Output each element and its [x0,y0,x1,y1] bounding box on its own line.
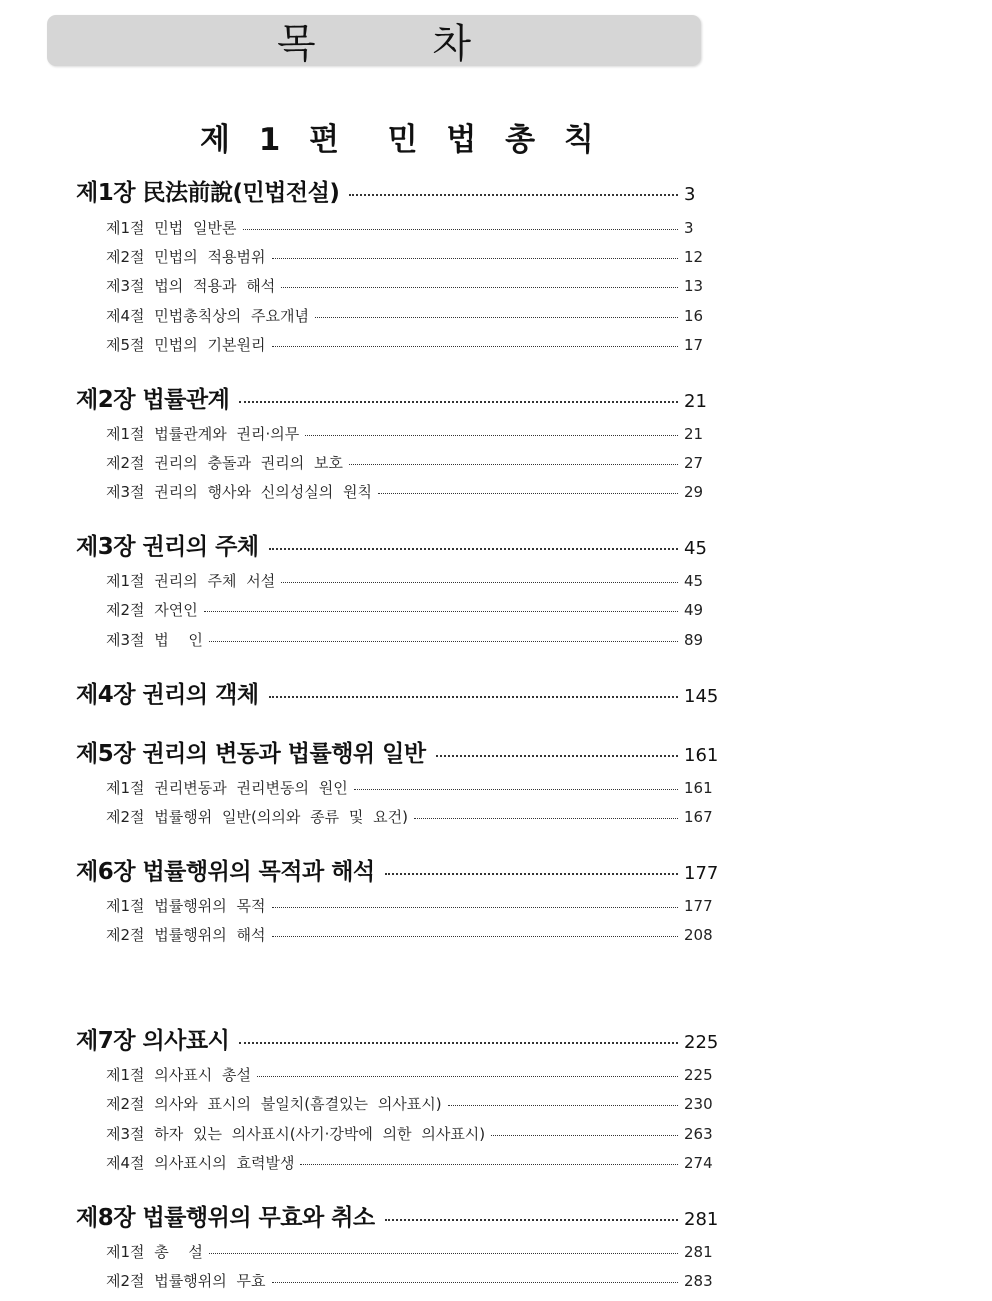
toc-section[interactable] [0,217,992,243]
toc-chapter[interactable] [0,853,992,887]
toc-label: 제6장 법률행위의 목적과 해석 [76,859,375,885]
dot-leader [272,1282,679,1283]
toc-section[interactable] [0,1241,992,1267]
toc-page-number: 263 [684,1125,713,1143]
dot-leader [239,401,678,403]
toc-section[interactable] [0,924,992,950]
toc-label: 제1절 총 설 [106,1243,203,1261]
dot-leader [239,1042,678,1044]
toc-label: 제1장 民法前說(민법전설) [76,180,340,206]
toc-page-number: 225 [684,1032,719,1053]
toc-header-title: 목 차 [277,21,523,67]
dot-leader [349,464,678,465]
toc-page-number: 89 [684,631,704,649]
dot-leader [272,936,679,937]
toc-page-number: 225 [684,1066,713,1084]
toc-page-number: 21 [684,425,704,443]
toc-page-number: 230 [684,1095,713,1113]
toc-section[interactable] [0,629,992,655]
toc-label: 제5장 권리의 변동과 법률행위 일반 [76,741,426,767]
toc-page-number: 281 [684,1243,713,1261]
toc-page-number: 281 [684,1209,719,1230]
dot-leader [378,493,678,494]
toc-label: 제4절 민법총칙상의 주요개념 [106,307,309,325]
dot-leader [209,641,678,642]
toc-section[interactable] [0,570,992,596]
toc-label: 제2절 민법의 적용범위 [106,248,266,266]
toc-page-number: 208 [684,926,713,944]
toc-label: 제3장 권리의 주체 [76,534,259,560]
toc-page-number: 161 [684,779,713,797]
dot-leader [272,346,679,347]
toc-page-number: 45 [684,572,704,590]
dot-leader [300,1164,678,1165]
dot-leader [257,1076,678,1077]
toc-header-bar [47,15,701,66]
toc-section[interactable] [0,1064,992,1090]
toc-label: 제2절 의사와 표시의 불일치(흠결있는 의사표시) [106,1095,442,1113]
toc-chapter[interactable] [0,1199,992,1233]
toc-label: 제4절 의사표시의 효력발생 [106,1154,295,1172]
toc-label: 제5절 민법의 기본원리 [106,336,266,354]
dot-leader [281,287,678,288]
toc-page-number: 12 [684,248,704,266]
dot-leader [272,258,679,259]
toc-label: 제3절 법 인 [106,631,203,649]
toc-page-number: 17 [684,336,704,354]
toc-section[interactable] [0,481,992,507]
toc-label: 제8장 법률행위의 무효와 취소 [76,1205,375,1231]
toc-page-number: 161 [684,745,719,766]
dot-leader [305,435,678,436]
toc-page-number: 45 [684,538,707,559]
toc-page-number: 3 [684,219,694,237]
toc-section[interactable] [0,895,992,921]
toc-label: 제2절 권리의 충돌과 권리의 보호 [106,454,343,472]
toc-label: 제1절 민법 일반론 [106,219,237,237]
toc-section[interactable] [0,423,992,449]
dot-leader [448,1105,678,1106]
toc-label: 제3절 법의 적용과 해석 [106,277,276,295]
toc-section[interactable] [0,452,992,478]
toc-page-number: 177 [684,897,713,915]
toc-page-number: 16 [684,307,704,325]
toc-page-number: 145 [684,686,719,707]
toc-label: 제3절 하자 있는 의사표시(사기·강박에 의한 의사표시) [106,1125,486,1143]
toc-page-number: 49 [684,601,704,619]
dot-leader [243,229,678,230]
toc-section[interactable] [0,1123,992,1149]
toc-section[interactable] [0,305,992,331]
toc-page-number: 3 [684,184,696,205]
part-title: 제 1 편 민 법 총 칙 [200,122,603,158]
dot-leader [281,582,678,583]
dot-leader [272,907,679,908]
toc-section[interactable] [0,334,992,360]
toc-page-number: 177 [684,863,719,884]
toc-section[interactable] [0,1270,992,1296]
toc-label: 제1절 의사표시 총설 [106,1066,252,1084]
toc-label: 제2절 법률행위 일반(의의와 종류 및 요건) [106,808,408,826]
toc-label: 제3절 권리의 행사와 신의성실의 원칙 [106,483,372,501]
dot-leader [385,1219,678,1221]
toc-section[interactable] [0,275,992,301]
toc-label: 제1절 법률행위의 목적 [106,897,266,915]
dot-leader [209,1253,678,1254]
toc-label: 제2절 법률행위의 무효 [106,1272,266,1290]
toc-label: 제1절 권리의 주체 서설 [106,572,276,590]
toc-page-number: 27 [684,454,704,472]
toc-label: 제2절 자연인 [106,601,198,619]
dot-leader [491,1135,678,1136]
toc-label: 제2절 법률행위의 해석 [106,926,266,944]
dot-leader [349,194,678,196]
toc-page-number: 283 [684,1272,713,1290]
toc-chapter[interactable] [0,174,992,208]
toc-page-number: 274 [684,1154,713,1172]
toc-chapter[interactable] [0,381,992,415]
dot-leader [436,755,678,757]
toc-section[interactable] [0,1093,992,1119]
toc-label: 제2장 법률관계 [76,387,230,413]
dot-leader [269,548,678,550]
toc-page-number: 167 [684,808,713,826]
toc-section[interactable] [0,1152,992,1178]
toc-label: 제4장 권리의 객체 [76,682,259,708]
toc-section[interactable] [0,806,992,832]
dot-leader [414,818,678,819]
toc-chapter[interactable] [0,1022,992,1056]
toc-chapter[interactable] [0,676,992,710]
toc-page-number: 21 [684,391,707,412]
dot-leader [354,789,678,790]
toc-label: 제1절 권리변동과 권리변동의 원인 [106,779,348,797]
toc-chapter[interactable] [0,528,992,562]
toc-page-number: 13 [684,277,704,295]
toc-page-number: 29 [684,483,704,501]
dot-leader [269,696,678,698]
toc-chapter[interactable] [0,735,992,769]
toc-section[interactable] [0,599,992,625]
toc-label: 제7장 의사표시 [76,1028,230,1054]
dot-leader [204,611,678,612]
toc-section[interactable] [0,777,992,803]
toc-section[interactable] [0,246,992,272]
toc-label: 제1절 법률관계와 권리·의무 [106,425,300,443]
dot-leader [315,317,678,318]
dot-leader [385,873,678,875]
